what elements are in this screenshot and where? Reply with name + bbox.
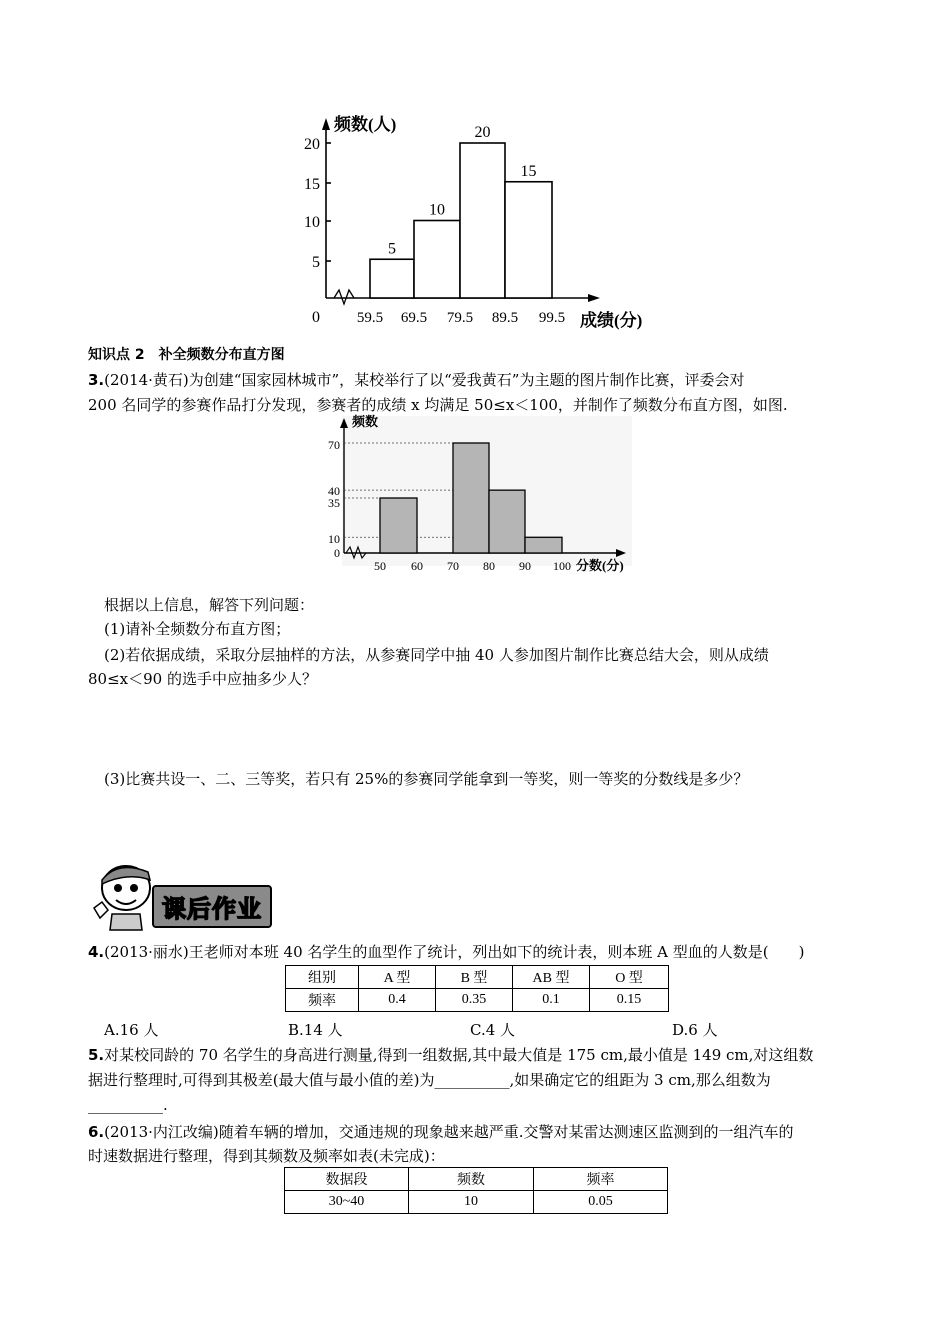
question-6-line2: 时速数据进行整理，得到其频数及频率如表(未完成)： — [88, 1147, 445, 1165]
table-row — [286, 966, 669, 989]
y-tick-label: 70 — [328, 438, 340, 452]
option-c: C.4 人 — [470, 1021, 516, 1039]
question-text: 对某校同龄的 70 名学生的身高进行测量,得到一组数据,其中最大值是 175 cm,最小值是 149 cm,对这组数 — [104, 1046, 814, 1064]
y-axis-label: 频数(人) — [334, 115, 397, 134]
histogram-bar — [380, 498, 417, 553]
question-3-sub2-line1: (2)若依据成绩，采取分层抽样的方法，从参赛同学中抽 40 人参加图片制作比赛总结大会，则从成绩 — [104, 646, 769, 664]
option-b: B.14 人 — [288, 1021, 343, 1039]
histogram-bar — [525, 537, 562, 553]
x-tick-label: 70 — [447, 559, 459, 573]
question-text: (2013·丽水)王老师对本班 40 名学生的血型作了统计，列出如下的统计表，则本班 A 型血的人数是( ) — [104, 943, 805, 961]
question-number: 6. — [88, 1123, 105, 1141]
question-6-line1 — [88, 1120, 794, 1144]
y-axis-label: 频数 — [352, 414, 379, 429]
question-3-sub3: (3)比赛共设一、二、三等奖，若只有 25%的参赛同学能拿到一等奖，则一等奖的分数线是多少？ — [104, 770, 749, 788]
question-5-line2: 据进行整理时,可得到其极差(最大值与最小值的差)为__________,如果确定它的组距为 3 cm,那么组数为 — [88, 1071, 771, 1089]
bar-value-label: 10 — [429, 201, 445, 219]
table-cell: B 型 — [436, 966, 513, 989]
question-4-line — [88, 940, 805, 964]
homework-banner-box — [152, 885, 272, 928]
x-tick-label: 60 — [411, 559, 423, 573]
section-heading: 知识点 2 补全频数分布直方图 — [88, 347, 285, 363]
table-cell: 0.35 — [436, 989, 513, 1012]
table-cell: A 型 — [359, 966, 436, 989]
histogram-bar — [460, 143, 505, 298]
table-cell: 10 — [409, 1191, 534, 1214]
table-cell: 频数 — [409, 1168, 534, 1191]
option-a: A.16 人 — [104, 1021, 159, 1039]
question-number: 3. — [88, 371, 105, 389]
table-cell: 0.1 — [513, 989, 590, 1012]
histogram-chart-2 — [320, 412, 640, 580]
table-row — [285, 1168, 668, 1191]
question-3-sub1: (1)请补全频数分布直方图； — [104, 620, 291, 638]
x-axis-label: 成绩(分) — [580, 311, 643, 330]
option-d: D.6 人 — [672, 1021, 718, 1039]
x-tick-label: 59.5 — [356, 310, 384, 326]
histogram-chart-1 — [290, 108, 660, 338]
table-cell: 0.05 — [534, 1191, 668, 1214]
y-tick-label: 20 — [304, 136, 320, 153]
question-text: (2013·内江改编)随着车辆的增加，交通违规的现象越来越严重.交警对某雷达测速区监测到的一组汽车的 — [104, 1123, 794, 1141]
y-tick-label: 15 — [304, 176, 320, 193]
speed-data-table — [284, 1167, 668, 1214]
question-text: (2014·黄石)为创建“国家园林城市”，某校举行了以“爱我黄石”为主题的图片制作比赛，评委会对 — [104, 371, 745, 389]
question-3-line2: 200 名同学的参赛作品打分发现，参赛者的成绩 x 均满足 50≤x＜100，并制作了频数分布直方图，如图. — [88, 396, 788, 414]
question-3-sub2-line2: 80≤x＜90 的选手中应抽多少人？ — [88, 670, 317, 688]
table-cell: 30~40 — [285, 1191, 409, 1214]
table-row — [285, 1191, 668, 1214]
question-5-line1 — [88, 1043, 813, 1067]
table-cell: O 型 — [590, 966, 669, 989]
histogram-bar — [505, 182, 552, 298]
origin-label: 0 — [312, 309, 320, 326]
y-tick-label: 10 — [304, 214, 320, 231]
histogram-bar — [414, 221, 460, 299]
x-axis-label: 分数(分) — [576, 558, 624, 573]
histogram-bar — [489, 490, 525, 553]
question-number: 4. — [88, 943, 105, 961]
table-cell: 组别 — [286, 966, 359, 989]
table-cell: 0.15 — [590, 989, 669, 1012]
homework-banner — [88, 858, 288, 932]
table-cell: 数据段 — [285, 1168, 409, 1191]
x-tick-label: 50 — [374, 559, 386, 573]
cartoon-boy-icon — [88, 858, 158, 932]
table-cell: 0.4 — [359, 989, 436, 1012]
y-tick-label: 35 — [328, 496, 340, 510]
question-3-line1 — [88, 368, 744, 392]
x-tick-label: 100 — [553, 559, 571, 573]
histogram-bar — [370, 259, 414, 298]
question-number: 5. — [88, 1046, 105, 1064]
x-tick-label: 80 — [483, 559, 495, 573]
table-cell: 频率 — [534, 1168, 668, 1191]
y-tick-label: 40 — [328, 484, 340, 498]
histogram-bar — [453, 443, 489, 553]
table-cell: 频率 — [286, 989, 359, 1012]
bar-value-label: 15 — [520, 162, 537, 180]
bar-value-label: 20 — [474, 124, 491, 141]
table-cell: AB 型 — [513, 966, 590, 989]
y-tick-label: 10 — [328, 532, 340, 546]
table-row — [286, 989, 669, 1012]
question-3-intro: 根据以上信息，解答下列问题： — [104, 596, 315, 614]
x-tick-label: 90 — [519, 559, 531, 573]
bar-value-label: 5 — [388, 240, 396, 258]
x-tick-label: 99.5 — [538, 310, 566, 326]
y-tick-label: 0 — [334, 546, 340, 560]
y-tick-label: 5 — [312, 254, 320, 271]
x-tick-label: 79.5 — [446, 310, 474, 326]
question-5-line3: __________. — [88, 1096, 168, 1114]
blood-type-table — [285, 965, 669, 1012]
x-tick-label: 89.5 — [491, 310, 519, 326]
homework-banner-label: 课后作业 — [162, 894, 262, 923]
x-tick-label: 69.5 — [400, 310, 428, 326]
